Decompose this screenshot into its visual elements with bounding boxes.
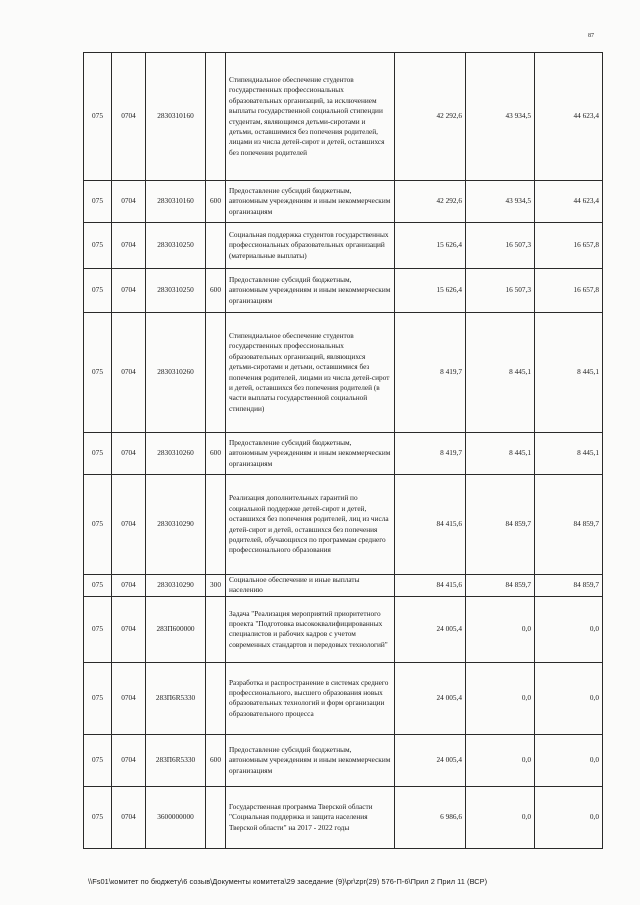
cell-amount-year-3: 16 657,8 <box>535 223 603 269</box>
cell-amount-year-3: 16 657,8 <box>535 269 603 313</box>
cell-ministry-code: 075 <box>84 475 112 575</box>
cell-expense-type <box>206 596 226 662</box>
cell-description: Задача "Реализация мероприятий приоритетного проекта "Подготовка высококвалифицированных специалистов и рабочих кадров с учетом современных стандартов и передовых технологий" <box>226 596 395 662</box>
cell-description: Разработка и распространение в системах среднего профессионального, высшего образования новых образовательных технологий и форм организации образовательного процесса <box>226 662 395 734</box>
cell-ministry-code: 075 <box>84 313 112 433</box>
cell-expense-type <box>206 53 226 181</box>
cell-amount-year-1: 42 292,6 <box>395 181 466 223</box>
cell-section-code: 0704 <box>112 596 146 662</box>
cell-ministry-code: 075 <box>84 53 112 181</box>
cell-amount-year-1: 42 292,6 <box>395 53 466 181</box>
cell-amount-year-1: 84 415,6 <box>395 575 466 597</box>
cell-description: Предоставление субсидий бюджетным, автономным учреждениям и иным некоммерческим организациям <box>226 433 395 475</box>
cell-amount-year-2: 8 445,1 <box>466 313 535 433</box>
cell-section-code: 0704 <box>112 313 146 433</box>
cell-amount-year-2: 0,0 <box>466 786 535 848</box>
table-row <box>84 662 603 734</box>
cell-amount-year-1: 6 986,6 <box>395 786 466 848</box>
cell-description: Социальное обеспечение и иные выплаты населению <box>226 575 395 597</box>
cell-description: Стипендиальное обеспечение студентов государственных профессиональных образовательных организаций, за исключением выплаты государственной социальной стипендии студентам, являющимся детьми-сиротами и детьми, оставшимися без попечения родителей, лицами из числа детей-сирот и детей, оставшихся без попечения родителей <box>226 53 395 181</box>
cell-amount-year-3: 0,0 <box>535 662 603 734</box>
cell-section-code: 0704 <box>112 269 146 313</box>
cell-section-code: 0704 <box>112 734 146 786</box>
cell-expense-type: 600 <box>206 433 226 475</box>
table-row <box>84 181 603 223</box>
cell-ministry-code: 075 <box>84 786 112 848</box>
cell-description: Реализация дополнительных гарантий по социальной поддержке детей-сирот и детей, оставшихся без попечения родителей, лиц из числа детей-сирот и детей, оставшихся без попечения родителей, обучающихся по программам среднего профессионального образования <box>226 475 395 575</box>
cell-amount-year-1: 24 005,4 <box>395 662 466 734</box>
cell-amount-year-1: 15 626,4 <box>395 269 466 313</box>
cell-amount-year-2: 16 507,3 <box>466 223 535 269</box>
cell-section-code: 0704 <box>112 662 146 734</box>
cell-ministry-code: 075 <box>84 433 112 475</box>
footer-file-path: \\Fs01\комитет по бюджету\6 созыв\Документы комитета\29 заседание (9)\pr\zpr(29) 576-П-6\Прил 2 Прил 11 (ВСР) <box>88 877 488 886</box>
table-row <box>84 475 603 575</box>
cell-amount-year-2: 84 859,7 <box>466 575 535 597</box>
cell-expense-type: 600 <box>206 734 226 786</box>
table-row <box>84 575 603 597</box>
cell-expense-type <box>206 313 226 433</box>
cell-section-code: 0704 <box>112 475 146 575</box>
cell-target-article: 2830310160 <box>146 53 206 181</box>
cell-expense-type: 300 <box>206 575 226 597</box>
cell-description: Предоставление субсидий бюджетным, автономным учреждениям и иным некоммерческим организациям <box>226 181 395 223</box>
cell-amount-year-3: 84 859,7 <box>535 575 603 597</box>
cell-amount-year-3: 8 445,1 <box>535 313 603 433</box>
cell-amount-year-3: 0,0 <box>535 734 603 786</box>
cell-amount-year-1: 24 005,4 <box>395 734 466 786</box>
cell-amount-year-3: 44 623,4 <box>535 53 603 181</box>
cell-ministry-code: 075 <box>84 662 112 734</box>
cell-amount-year-2: 0,0 <box>466 734 535 786</box>
cell-section-code: 0704 <box>112 433 146 475</box>
cell-ministry-code: 075 <box>84 223 112 269</box>
table-row <box>84 53 603 181</box>
cell-target-article: 2830310250 <box>146 269 206 313</box>
cell-target-article: 2830310260 <box>146 433 206 475</box>
cell-amount-year-3: 8 445,1 <box>535 433 603 475</box>
cell-target-article: 2830310290 <box>146 575 206 597</box>
cell-expense-type <box>206 475 226 575</box>
cell-description: Государственная программа Тверской области "Социальная поддержка и защита населения Тверской области" на 2017 - 2022 годы <box>226 786 395 848</box>
cell-target-article: 3600000000 <box>146 786 206 848</box>
cell-expense-type <box>206 223 226 269</box>
cell-target-article: 283П6R5330 <box>146 734 206 786</box>
cell-ministry-code: 075 <box>84 596 112 662</box>
table-row <box>84 596 603 662</box>
cell-description: Предоставление субсидий бюджетным, автономным учреждениям и иным некоммерческим организациям <box>226 269 395 313</box>
cell-amount-year-2: 43 934,5 <box>466 53 535 181</box>
table-row <box>84 269 603 313</box>
table-row <box>84 786 603 848</box>
cell-description: Предоставление субсидий бюджетным, автономным учреждениям и иным некоммерческим организациям <box>226 734 395 786</box>
cell-amount-year-2: 84 859,7 <box>466 475 535 575</box>
cell-amount-year-2: 8 445,1 <box>466 433 535 475</box>
budget-table <box>83 52 603 849</box>
cell-description: Стипендиальное обеспечение студентов государственных профессиональных образовательных организаций, являющихся детьми-сиротами и детьми, оставшимися без попечения родителей, лицами из числа детей-сирот и детей, оставшихся без попечения родителей (в части выплаты государственной социальной стипендии) <box>226 313 395 433</box>
page-number: 87 <box>588 33 594 39</box>
cell-target-article: 2830310290 <box>146 475 206 575</box>
cell-amount-year-2: 43 934,5 <box>466 181 535 223</box>
cell-ministry-code: 075 <box>84 575 112 597</box>
cell-amount-year-1: 8 419,7 <box>395 313 466 433</box>
table-row <box>84 433 603 475</box>
cell-amount-year-2: 0,0 <box>466 662 535 734</box>
table-row <box>84 223 603 269</box>
cell-amount-year-1: 8 419,7 <box>395 433 466 475</box>
cell-target-article: 283П600000 <box>146 596 206 662</box>
cell-expense-type: 600 <box>206 181 226 223</box>
cell-amount-year-2: 16 507,3 <box>466 269 535 313</box>
table-row <box>84 313 603 433</box>
cell-target-article: 2830310250 <box>146 223 206 269</box>
cell-target-article: 283П6R5330 <box>146 662 206 734</box>
cell-amount-year-1: 84 415,6 <box>395 475 466 575</box>
cell-section-code: 0704 <box>112 786 146 848</box>
cell-amount-year-2: 0,0 <box>466 596 535 662</box>
cell-description: Социальная поддержка студентов государственных профессиональных образовательных организаций (материальные выплаты) <box>226 223 395 269</box>
cell-amount-year-3: 0,0 <box>535 596 603 662</box>
cell-expense-type <box>206 662 226 734</box>
cell-amount-year-3: 0,0 <box>535 786 603 848</box>
cell-amount-year-1: 15 626,4 <box>395 223 466 269</box>
cell-expense-type: 600 <box>206 269 226 313</box>
cell-target-article: 2830310160 <box>146 181 206 223</box>
table-row <box>84 734 603 786</box>
cell-ministry-code: 075 <box>84 269 112 313</box>
cell-section-code: 0704 <box>112 53 146 181</box>
cell-amount-year-1: 24 005,4 <box>395 596 466 662</box>
cell-expense-type <box>206 786 226 848</box>
cell-section-code: 0704 <box>112 181 146 223</box>
cell-amount-year-3: 44 623,4 <box>535 181 603 223</box>
cell-amount-year-3: 84 859,7 <box>535 475 603 575</box>
cell-section-code: 0704 <box>112 575 146 597</box>
cell-ministry-code: 075 <box>84 734 112 786</box>
cell-section-code: 0704 <box>112 223 146 269</box>
cell-target-article: 2830310260 <box>146 313 206 433</box>
cell-ministry-code: 075 <box>84 181 112 223</box>
budget-table-body <box>84 53 603 849</box>
